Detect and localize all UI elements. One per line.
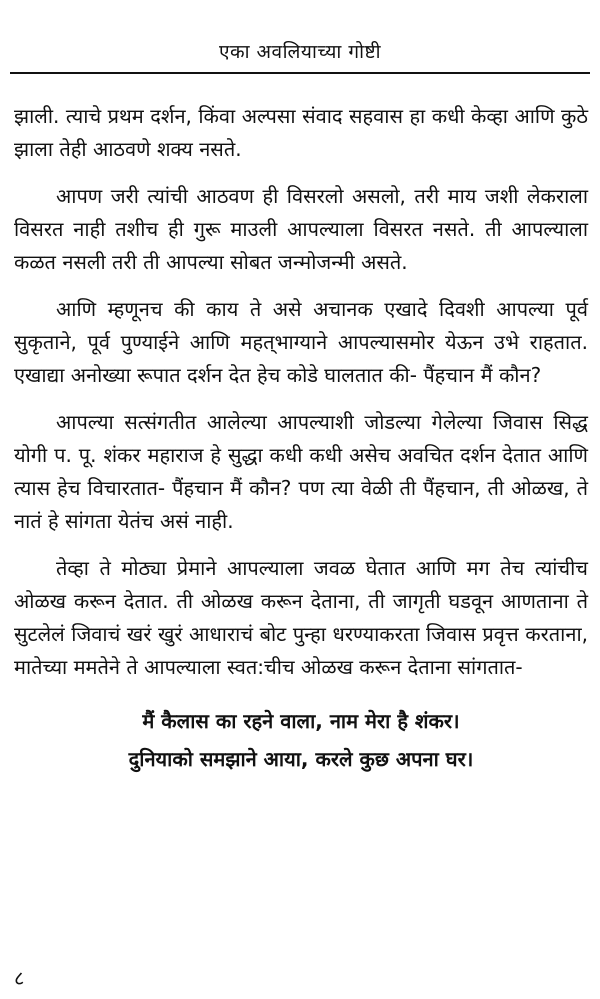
header-rule [10,72,590,74]
verse-block [14,702,588,778]
paragraph-5: तेव्हा ते मोठ्या प्रेमाने आपल्याला जवळ घेतात आणि मग तेच त्यांचीच ओळख करून देतात. ती ओळख करून देताना, ती जागृती घडवून आणताना ते सुटलेलं जिवाचं खरं खुरं आधाराचं बोट पुन्हा धरण्याकरता जिवास प्रवृत्त करताना, मातेच्या ममतेने ते आपल्याला स्वत:चीच ओळख करून देताना सांगतात- [14,556,588,679]
verse-line-1: मैं कैलास का रहने वाला, नाम मेरा है शंकर। [142,709,460,733]
paragraph-2: आपण जरी त्यांची आठवण ही विसरलो असलो, तरी माय जशी लेकराला विसरत नाही तशीच ही गुरू माउली आपल्याला विसरत नसते. ती आपल्याला कळत नसली तरी ती आपल्या सोबत जन्मोजन्मी असते. [14,184,588,274]
page-number: ८ [14,966,25,990]
page-body [14,100,588,778]
running-header: एका अवलियाच्या गोष्टी [218,41,382,63]
paragraph-4: आपल्या सत्संगतीत आलेल्या आपल्याशी जोडल्या गेलेल्या जिवास सिद्ध योगी प. पू. शंकर महाराज हे सुद्धा कधी कधी असेच अवचित दर्शन देतात आणि त्यास हेच विचारतात- पैंहचान मैं कौन? पण त्या वेळी ती पैंहचान, ती ओळख, ते नातं हे सांगता येतंच असं नाही. [14,410,588,533]
verse-line-2: दुनियाको समझाने आया, करले कुछ अपना घर। [128,747,474,771]
paragraph-3: आणि म्हणूनच की काय ते असे अचानक एखादे दिवशी आपल्या पूर्व सुकृताने, पूर्व पुण्याईने आणि महत्‌भाग्याने आपल्यासमोर येऊन उभे राहतात. एखाद्या अनोख्या रूपात दर्शन देत हेच कोडे घालतात की- पैंहचान मैं कौन? [14,297,588,387]
paragraph-1: झाली. त्याचे प्रथम दर्शन, किंवा अल्पसा संवाद सहवास हा कधी केव्हा आणि कुठे झाला तेही आठवणे शक्य नसते. [14,104,588,161]
